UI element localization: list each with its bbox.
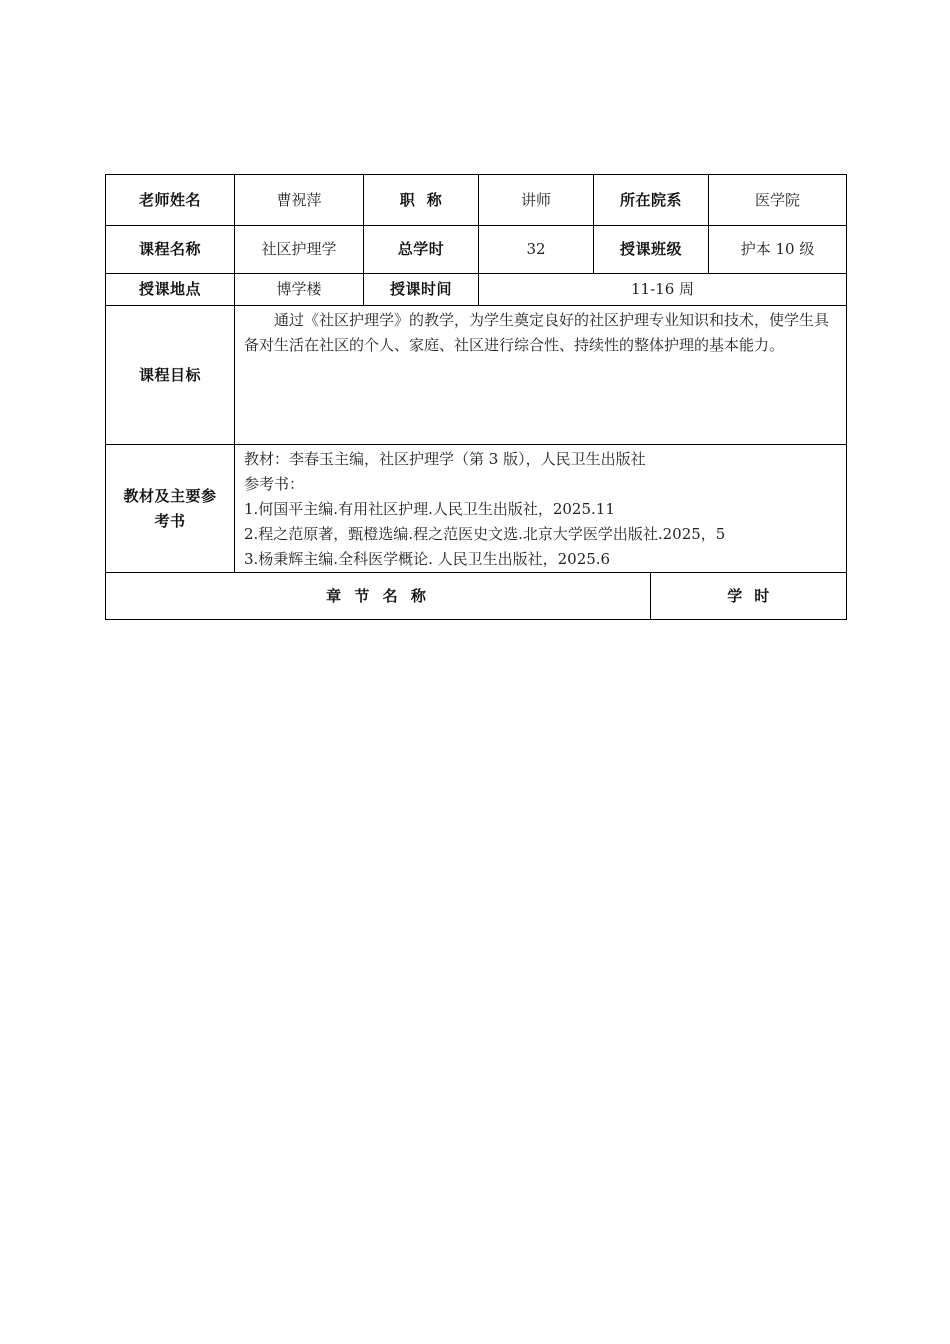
course-goal-label: 课程目标 bbox=[106, 306, 235, 445]
teaching-time-value: 11-16 周 bbox=[479, 274, 847, 306]
table-row bbox=[106, 226, 847, 274]
study-hours-header: 学 时 bbox=[651, 573, 847, 620]
textbooks-list bbox=[235, 445, 847, 573]
teaching-time-label: 授课时间 bbox=[364, 274, 479, 306]
textbook-line: 教材：李春玉主编，社区护理学（第 3 版），人民卫生出版社 bbox=[244, 450, 646, 468]
reference-item: 2.程之范原著，甄橙选编.程之范医史文选.北京大学医学出版社.2025，5 bbox=[244, 525, 726, 543]
course-name-value: 社区护理学 bbox=[235, 226, 364, 274]
table-row bbox=[106, 445, 847, 573]
course-info-table bbox=[105, 174, 847, 620]
table-row bbox=[106, 573, 847, 620]
reference-item: 3.杨秉辉主编.全科医学概论. 人民卫生出版社，2025.6 bbox=[244, 550, 611, 568]
textbooks-label-line: 考书 bbox=[154, 511, 186, 530]
table-row bbox=[106, 274, 847, 306]
department-label: 所在院系 bbox=[594, 175, 709, 226]
job-title-value: 讲师 bbox=[479, 175, 594, 226]
department-value: 医学院 bbox=[709, 175, 847, 226]
table-row bbox=[106, 306, 847, 445]
class-value: 护本 10 级 bbox=[709, 226, 847, 274]
location-value: 博学楼 bbox=[235, 274, 364, 306]
job-title-label: 职 称 bbox=[364, 175, 479, 226]
reference-item: 1.何国平主编.有用社区护理.人民卫生出版社，2025.11 bbox=[244, 500, 615, 518]
class-label: 授课班级 bbox=[594, 226, 709, 274]
course-goal-text: 通过《社区护理学》的教学，为学生奠定良好的社区护理专业知识和技术，使学生具备对生活在社区的个人、家庭、社区进行综合性、持续性的整体护理的基本能力。 bbox=[235, 306, 847, 445]
teacher-name-value: 曹祝萍 bbox=[235, 175, 364, 226]
course-name-label: 课程名称 bbox=[106, 226, 235, 274]
references-heading: 参考书： bbox=[244, 475, 305, 493]
table-row bbox=[106, 175, 847, 226]
course-info-sheet bbox=[105, 174, 846, 620]
total-hours-label: 总学时 bbox=[364, 226, 479, 274]
chapter-name-header: 章 节 名 称 bbox=[106, 573, 651, 620]
location-label: 授课地点 bbox=[106, 274, 235, 306]
textbooks-label-line: 教材及主要参 bbox=[123, 486, 217, 505]
teacher-name-label: 老师姓名 bbox=[106, 175, 235, 226]
textbooks-label bbox=[106, 445, 235, 573]
total-hours-value: 32 bbox=[479, 226, 594, 274]
